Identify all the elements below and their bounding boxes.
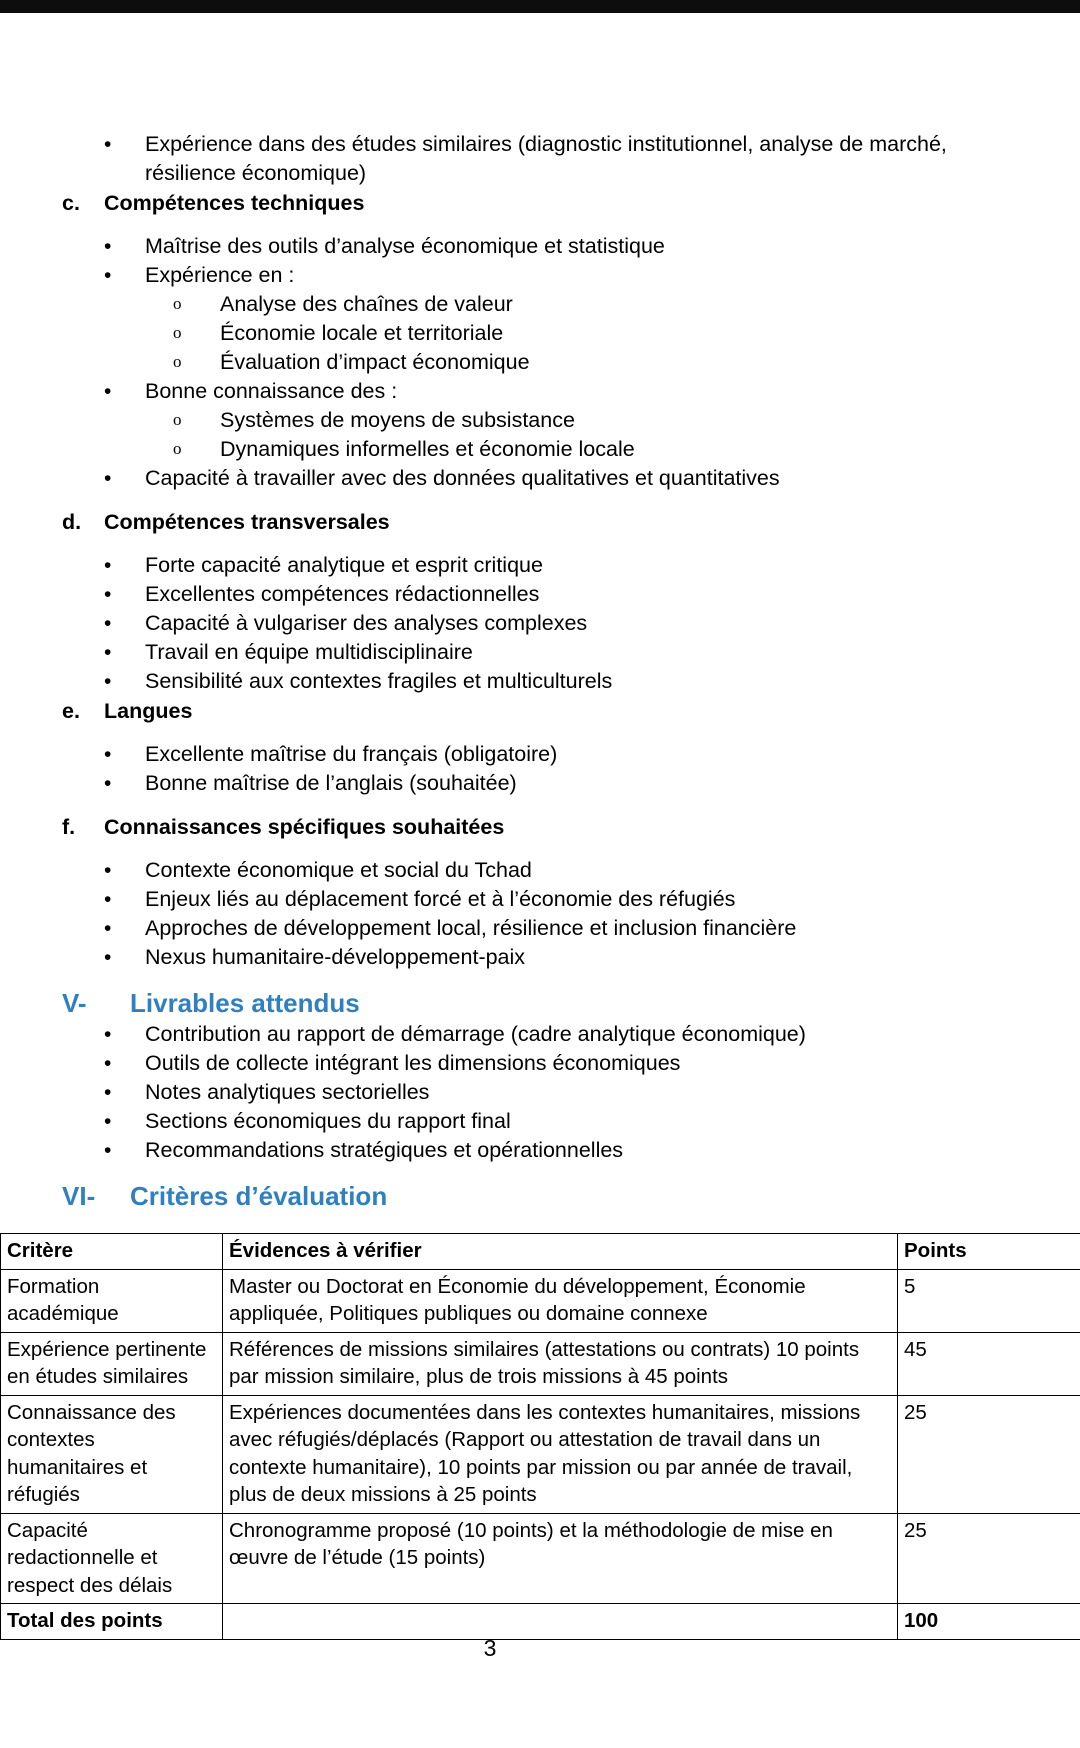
list-item <box>0 885 1080 914</box>
section-title-vi: Critères d’évaluation <box>130 1181 388 1211</box>
bullet-icon: • <box>104 946 112 969</box>
cell-points: 45 <box>898 1332 1080 1395</box>
circle-bullet-icon: o <box>173 439 182 458</box>
list-item-label: Excellentes compétences rédactionnelles <box>145 582 540 606</box>
cell-points: 25 <box>898 1395 1080 1513</box>
list-item <box>0 464 1080 493</box>
cell-evidences: Master ou Doctorat en Économie du développement, Économie appliquée, Politiques publiques ou domaine connexe <box>223 1269 898 1332</box>
cell-total-points: 100 <box>898 1604 1080 1640</box>
list-item <box>0 740 1080 769</box>
intro-bullet-list <box>0 130 1080 188</box>
spacer <box>0 493 1080 507</box>
list-item-label: Excellente maîtrise du français (obligatoire) <box>145 742 558 766</box>
cell-evidences: Chronogramme proposé (10 points) et la méthodologie de mise en œuvre de l’étude (15 points) <box>223 1513 898 1604</box>
list-item <box>0 551 1080 580</box>
list-item-label: Systèmes de moyens de subsistance <box>220 408 575 432</box>
list-item <box>0 232 1080 261</box>
column-header-evidences: Évidences à vérifier <box>223 1234 898 1270</box>
table-row <box>1 1332 1080 1395</box>
list-item-label: Contribution au rapport de démarrage (cadre analytique économique) <box>145 1022 806 1046</box>
list-item-label: Forte capacité analytique et esprit critique <box>145 553 543 577</box>
list-item-label: Capacité à vulgariser des analyses complexes <box>145 611 588 635</box>
list-item-label: Économie locale et territoriale <box>220 321 504 345</box>
list-item <box>0 435 1080 464</box>
bullet-icon: • <box>104 888 112 911</box>
list-item-label: Bonne maîtrise de l’anglais (souhaitée) <box>145 771 517 795</box>
section-c-bullets <box>0 232 1080 493</box>
cell-total-label: Total des points <box>1 1604 223 1640</box>
list-item <box>0 348 1080 377</box>
page-top-black-bar <box>0 0 1080 13</box>
section-heading-d <box>0 507 1080 537</box>
list-item <box>0 580 1080 609</box>
section-title-c: Compétences techniques <box>104 191 365 215</box>
circle-bullet-icon: o <box>173 410 182 429</box>
section-heading-c <box>0 188 1080 218</box>
cell-points: 25 <box>898 1513 1080 1604</box>
list-item <box>0 1049 1080 1078</box>
list-item-label: Capacité à travailler avec des données qualitatives et quantitatives <box>145 466 780 490</box>
list-item-label: Nexus humanitaire-développement-paix <box>145 945 526 969</box>
cell-critere: Connaissance des contextes humanitaires et réfugiés <box>1 1395 223 1513</box>
column-header-points: Points <box>898 1234 1080 1270</box>
table-row <box>1 1269 1080 1332</box>
bullet-icon: • <box>104 612 112 635</box>
bullet-icon: • <box>104 917 112 940</box>
list-item-label: Recommandations stratégiques et opérationnelles <box>145 1138 624 1162</box>
list-item-label: Sensibilité aux contextes fragiles et multiculturels <box>145 669 613 693</box>
document-content <box>0 130 1080 1640</box>
list-item-label: Évaluation d’impact économique <box>220 350 530 374</box>
section-numeral-vi: VI- <box>62 1181 96 1211</box>
bullet-icon: • <box>104 1110 112 1133</box>
list-item-label: Approches de développement local, résilience et inclusion financière <box>145 916 797 940</box>
list-item-label: Analyse des chaînes de valeur <box>220 292 513 316</box>
bullet-icon: • <box>104 1052 112 1075</box>
section-title-e: Langues <box>104 699 193 723</box>
bullet-icon: • <box>104 641 112 664</box>
table-total-row <box>1 1604 1080 1640</box>
bullet-icon: • <box>104 554 112 577</box>
section-marker-c: c. <box>62 191 80 215</box>
bullet-icon: • <box>104 1081 112 1104</box>
list-item-label: Enjeux liés au déplacement forcé et à l’économie des réfugiés <box>145 887 736 911</box>
spacer <box>0 842 1080 856</box>
list-item-label: Sections économiques du rapport final <box>145 1109 511 1133</box>
cell-total-evidences <box>223 1604 898 1640</box>
list-item-label: Expérience dans des études similaires (diagnostic institutionnel, analyse de marché, résilience économique) <box>145 132 947 185</box>
section-d-bullets <box>0 551 1080 696</box>
list-item <box>0 319 1080 348</box>
list-item-label: Expérience en : <box>145 263 295 287</box>
page-number: 3 <box>483 1635 497 1661</box>
list-item-label: Maîtrise des outils d’analyse économique et statistique <box>145 234 665 258</box>
list-item <box>0 769 1080 798</box>
spacer <box>0 798 1080 812</box>
list-item <box>0 914 1080 943</box>
section-marker-f: f. <box>62 815 76 839</box>
list-item-label: Bonne connaissance des : <box>145 379 398 403</box>
list-item <box>0 290 1080 319</box>
bullet-icon: • <box>104 670 112 693</box>
column-header-critere: Critère <box>1 1234 223 1270</box>
section-title-d: Compétences transversales <box>104 510 390 534</box>
bullet-icon: • <box>104 772 112 795</box>
list-item <box>0 377 1080 406</box>
section-v-bullets <box>0 1020 1080 1165</box>
list-item-label: Travail en équipe multidisciplinaire <box>145 640 473 664</box>
spacer <box>0 726 1080 740</box>
bullet-icon: • <box>104 235 112 258</box>
circle-bullet-icon: o <box>173 323 182 342</box>
section-marker-d: d. <box>62 510 82 534</box>
bullet-icon: • <box>104 467 112 490</box>
section-heading-e <box>0 696 1080 726</box>
bullet-icon: • <box>104 1023 112 1046</box>
cell-critere: Capacité redactionnelle et respect des délais <box>1 1513 223 1604</box>
cell-critere: Expérience pertinente en études similaires <box>1 1332 223 1395</box>
list-item <box>0 261 1080 290</box>
evaluation-criteria-table <box>0 1233 1080 1640</box>
list-item <box>0 943 1080 972</box>
cell-critere: Formation académique <box>1 1269 223 1332</box>
list-item <box>0 1078 1080 1107</box>
spacer <box>0 537 1080 551</box>
list-item <box>0 406 1080 435</box>
list-item-label: Dynamiques informelles et économie locale <box>220 437 635 461</box>
section-f-bullets <box>0 856 1080 972</box>
spacer <box>0 1165 1080 1179</box>
list-item <box>0 1107 1080 1136</box>
section-heading-vi <box>0 1179 1080 1213</box>
bullet-icon: • <box>104 380 112 403</box>
list-item <box>0 1020 1080 1049</box>
bullet-icon: • <box>104 264 112 287</box>
section-e-bullets <box>0 740 1080 798</box>
bullet-icon: • <box>104 583 112 606</box>
circle-bullet-icon: o <box>173 294 182 313</box>
list-item-label: Outils de collecte intégrant les dimensions économiques <box>145 1051 681 1075</box>
list-item <box>0 856 1080 885</box>
bullet-icon: • <box>104 743 112 766</box>
section-title-v: Livrables attendus <box>130 988 360 1018</box>
section-numeral-v: V- <box>62 988 87 1018</box>
spacer <box>0 972 1080 986</box>
table-header-row <box>1 1234 1080 1270</box>
bullet-icon: • <box>104 1139 112 1162</box>
bullet-icon: • <box>104 133 112 156</box>
list-item <box>0 667 1080 696</box>
list-item <box>0 609 1080 638</box>
cell-evidences: Expériences documentées dans les contextes humanitaires, missions avec réfugiés/déplacés (Rapport ou attestation de travail dans un contexte humanitaire), 10 points par mission ou par année de travail, plus de deux missions à 25 points <box>223 1395 898 1513</box>
bullet-icon: • <box>104 859 112 882</box>
list-item <box>0 638 1080 667</box>
list-item-label: Contexte économique et social du Tchad <box>145 858 532 882</box>
table-row <box>1 1513 1080 1604</box>
section-heading-f <box>0 812 1080 842</box>
circle-bullet-icon: o <box>173 352 182 371</box>
cell-points: 5 <box>898 1269 1080 1332</box>
table-row <box>1 1395 1080 1513</box>
section-heading-v <box>0 986 1080 1020</box>
list-item <box>0 1136 1080 1165</box>
list-item-label: Notes analytiques sectorielles <box>145 1080 430 1104</box>
section-title-f: Connaissances spécifiques souhaitées <box>104 815 505 839</box>
spacer <box>0 218 1080 232</box>
list-item <box>0 130 1080 188</box>
section-marker-e: e. <box>62 699 80 723</box>
cell-evidences: Références de missions similaires (attestations ou contrats) 10 points par mission similaire, plus de trois missions à 45 points <box>223 1332 898 1395</box>
